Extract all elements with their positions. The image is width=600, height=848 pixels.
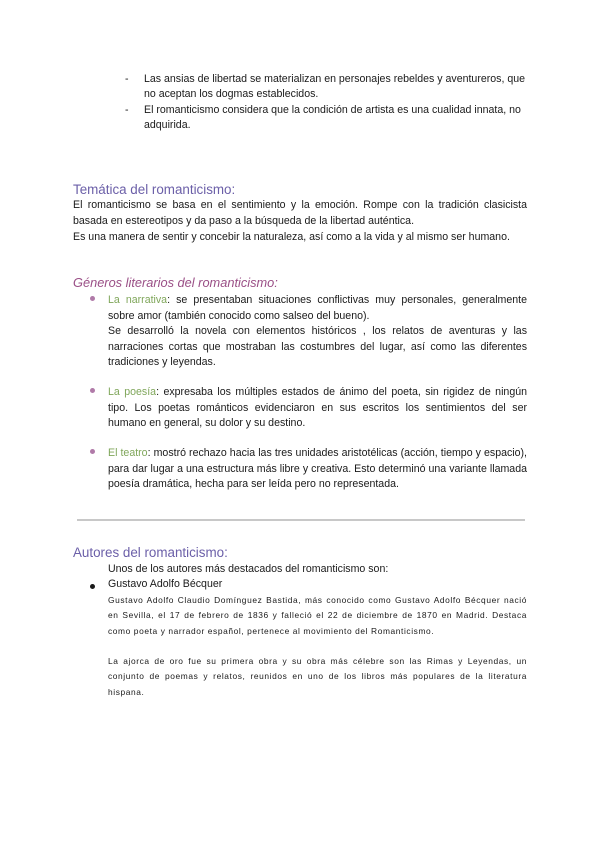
genre-term: La poesía [108, 386, 157, 398]
list-dash: - [125, 73, 129, 85]
genre-text: : expresaba los múltiples estados de ánimo del poeta, sin rigidez de ningún tipo. Los poetas románticos evidenciaron en sus escritos los sentimientos del ser humano en general, su dolor y su destino. [108, 386, 527, 430]
genre-extra: Se desarrolló la novela con elementos históricos , los relatos de aventuras y las narraciones cortas que mostraban las costumbres del lugar, así como las diferentes tradiciones y leyendas. [108, 325, 527, 369]
author-bio: Gustavo Adolfo Claudio Domínguez Bastida, más conocido como Gustavo Adolfo Bécquer nació en Sevilla, el 17 de febrero de 1836 y falleció el 22 de diciembre de 1870 en Madrid. Destaca como poeta y narrador español, pertenece al movimiento del Romanticismo. [108, 595, 527, 636]
list-item [125, 103, 535, 133]
section-heading-autores: Autores del romanticismo: [73, 545, 228, 560]
genre-item-narrativa [90, 293, 527, 371]
list-item [125, 72, 535, 102]
genre-term: La narrativa [108, 294, 168, 306]
bullet-icon [90, 296, 95, 301]
paragraph: Es una manera de sentir y concebir la naturaleza, así como a la vida y al mismo ser humano. [73, 231, 510, 243]
section-heading-generos: Géneros literarios del romanticismo: [73, 275, 278, 290]
genre-text: : mostró rechazo hacia las tres unidades aristotélicas (acción, tiempo y espacio), para dar lugar a una estructura más libre y creativa. Esto determinó una variante llamada poesía dramática, hecha para ser leída pero no representada. [108, 447, 528, 491]
bullet-icon [90, 388, 95, 393]
genre-term: El teatro [108, 447, 148, 459]
authors-intro: Unos de los autores más destacados del romanticismo son: [108, 563, 389, 575]
genre-item-poesia [90, 385, 527, 432]
genre-item-teatro [90, 446, 527, 493]
horizontal-divider [77, 519, 525, 521]
bullet-icon [90, 449, 95, 454]
bullet-icon [90, 584, 95, 589]
author-name: Gustavo Adolfo Bécquer [108, 578, 223, 590]
list-item-text: El romanticismo considera que la condición de artista es una cualidad innata, no adquirida. [144, 104, 521, 131]
author-bio: La ajorca de oro fue su primera obra y su obra más célebre son las Rimas y Leyendas, un conjunto de poemas y relatos, reunidos en uno de los libros más populares de la literatura hispana. [108, 656, 527, 697]
list-item-text: Las ansias de libertad se materializan en personajes rebeldes y aventureros, que no aceptan los dogmas establecidos. [144, 73, 526, 100]
list-dash: - [125, 104, 129, 116]
section-heading-tematica: Temática del romanticismo: [73, 182, 236, 197]
genre-text: : se presentaban situaciones conflictivas muy personales, generalmente sobre amor (también conocido como salseo del bueno). [108, 294, 527, 322]
paragraph: El romanticismo se basa en el sentimiento y la emoción. Rompe con la tradición clasicista basada en estereotipos y da paso a la búsqueda de la libertad auténtica. [73, 199, 527, 227]
